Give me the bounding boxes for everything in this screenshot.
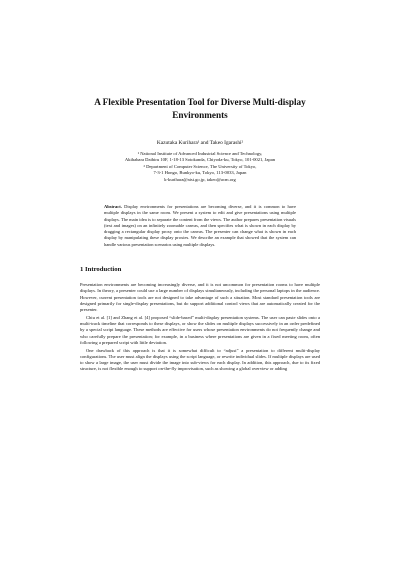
affiliations (60, 151, 340, 183)
abstract-text: Display environments for presentations are becoming diverse, and it is common to have multiple displays in the same room. We present a system to edit and give presentations using multiple displays. The main idea is to separate the content from the views. The author prepares presentation visuals (text and images) on an infinitely zoomable canvas, and then specifies what is shown in each display by dragging a rectangular display proxy onto the canvas. The presenter can change what is shown in each display by manipulating these display proxies. We describe an example that showed that the system can handle various presentation scenarios using multiple displays. (104, 204, 297, 247)
author-names: Kazutaka Kurihara¹ and Takeo Igarashi² (156, 140, 244, 146)
affiliation-line: Akihabara Daibiru 10F, 1-18-13 Sotokanda, Chiyoda-ku, Tokyo, 101-0021, Japan (124, 157, 276, 163)
affiliation-line: ¹ National Institute of Advanced Industrial Science and Technology, (137, 151, 263, 156)
body-text (80, 282, 320, 374)
paragraph: Presentation environments are becoming increasingly diverse, and it is not uncommon for presentation rooms to have multiple displays. In theory, a presenter could use a large number of displays simultaneously, including the personal laptops in the audience. However, current presentation tools are not designed to take advantage of such a situation. Most standard presentation tools are designed primarily for single-display presentations, but do support additional control views that are automatically created for the presenter. (80, 282, 320, 312)
author-emails: k-kurihara@aist.go.jp, takeo@acm.org (164, 176, 236, 182)
section-heading: 1 Introduction (80, 266, 122, 273)
title-line-1: A Flexible Presentation Tool for Diverse Multi-display (94, 97, 306, 107)
title-line-2: Environments (172, 109, 228, 120)
affiliation-line: ² Department of Computer Science, The University of Tokyo, (143, 163, 257, 169)
abstract (104, 204, 296, 248)
paragraph: Chiu et al. [1] and Zhang et al. [4] proposed “slide-based” multi-display presentation systems. The user can paste slides onto a multi-track timeline that corresponds to these displays, or show the slides on multiple displays successively in an order predefined by a special script language. These methods are effective for users whose presentation environments do not frequently change and who carefully prepare the presentation; for example, in a business where presentations are given in a fixed meeting room, often following a prepared script with little deviation. (80, 314, 320, 345)
abstract-label: Abstract. (104, 204, 122, 209)
paper-title (60, 96, 340, 121)
paragraph: One drawback of this approach is that it is somewhat difficult to “adjust” a presentation to different multi-display configurations. The user must align the displays using the script language, or rewrite individual slides. If multiple displays are used to show a large image, the user must divide the image into sub-views for each display. In addition, this approach, due to its fixed structure, is not flexible enough to support on-the-fly improvisation, such as showing a global overview or adding (80, 347, 320, 372)
affiliation-line: 7-3-1 Hongo, Bunkyo-ku, Tokyo, 113-0033, Japan (153, 170, 247, 176)
